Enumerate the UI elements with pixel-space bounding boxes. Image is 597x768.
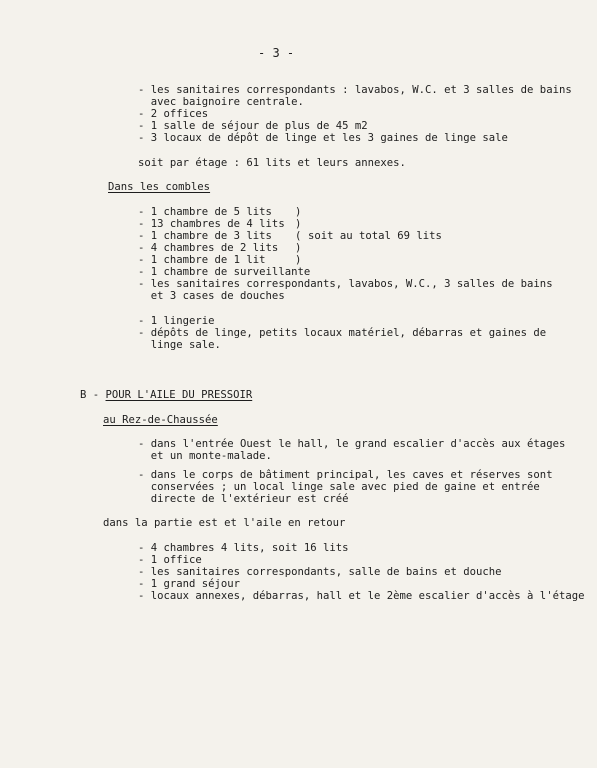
rdc-heading: au Rez-de-Chaussée: [103, 414, 218, 426]
list-item: - dans le corps de bâtiment principal, les caves et réserves sont: [138, 469, 553, 481]
bracket-mark: ): [295, 242, 302, 254]
list-item: - les sanitaires correspondants : lavabos, W.C. et 3 salles de bains: [138, 84, 572, 96]
combles-heading: Dans les combles: [108, 181, 211, 193]
list-item: - dépôts de linge, petits locaux matériel, débarras et gaines de: [138, 327, 547, 339]
list-item: conservées ; un local linge sale avec pied de gaine et entrée: [138, 481, 540, 493]
room-item: - 1 chambre de 1 lit: [138, 254, 266, 266]
bracket-mark: ): [295, 206, 302, 218]
list-item: - les sanitaires correspondants, lavabos, W.C., 3 salles de bains: [138, 278, 553, 290]
bracket-mark: ): [295, 254, 302, 266]
list-item: et 3 cases de douches: [138, 290, 285, 302]
room-item: - 4 chambres de 2 lits: [138, 242, 279, 254]
room-item: - 1 chambre de 3 lits: [138, 230, 272, 242]
section-b-prefix: B -: [80, 389, 106, 401]
list-item: - 1 salle de séjour de plus de 45 m2: [138, 120, 368, 132]
section-b-title: POUR L'AILE DU PRESSOIR: [105, 389, 253, 401]
list-item: - locaux annexes, débarras, hall et le 2ème escalier d'accès à l'étage: [138, 590, 585, 602]
list-item: - 1 grand séjour: [138, 578, 241, 590]
east-part-intro: dans la partie est et l'aile en retour: [103, 517, 346, 529]
list-item: - 1 chambre de surveillante: [138, 266, 311, 278]
room-item: - 1 chambre de 5 lits: [138, 206, 272, 218]
list-item: directe de l'extérieur est créé: [138, 493, 349, 505]
list-item: - les sanitaires correspondants, salle de bains et douche: [138, 566, 502, 578]
section-b-heading: [80, 389, 252, 401]
list-item: - 1 lingerie: [138, 315, 215, 327]
list-item: - 2 offices: [138, 108, 209, 120]
list-item: et un monte-malade.: [138, 450, 272, 462]
list-item: - dans l'entrée Ouest le hall, le grand escalier d'accès aux étages: [138, 438, 566, 450]
bracket-mark: ): [295, 218, 302, 230]
room-item: - 13 chambres de 4 lits: [138, 218, 285, 230]
list-item: - 3 locaux de dépôt de linge et les 3 gaines de linge sale: [138, 132, 508, 144]
bracket-mark: (: [295, 230, 302, 242]
page-number: - 3 -: [258, 46, 295, 60]
list-item: - 4 chambres 4 lits, soit 16 lits: [138, 542, 349, 554]
list-item: - 1 office: [138, 554, 202, 566]
list-item: avec baignoire centrale.: [138, 96, 304, 108]
floor-summary: soit par étage : 61 lits et leurs annexes.: [138, 157, 406, 169]
combles-total: soit au total 69 lits: [308, 230, 442, 242]
list-item: linge sale.: [138, 339, 221, 351]
